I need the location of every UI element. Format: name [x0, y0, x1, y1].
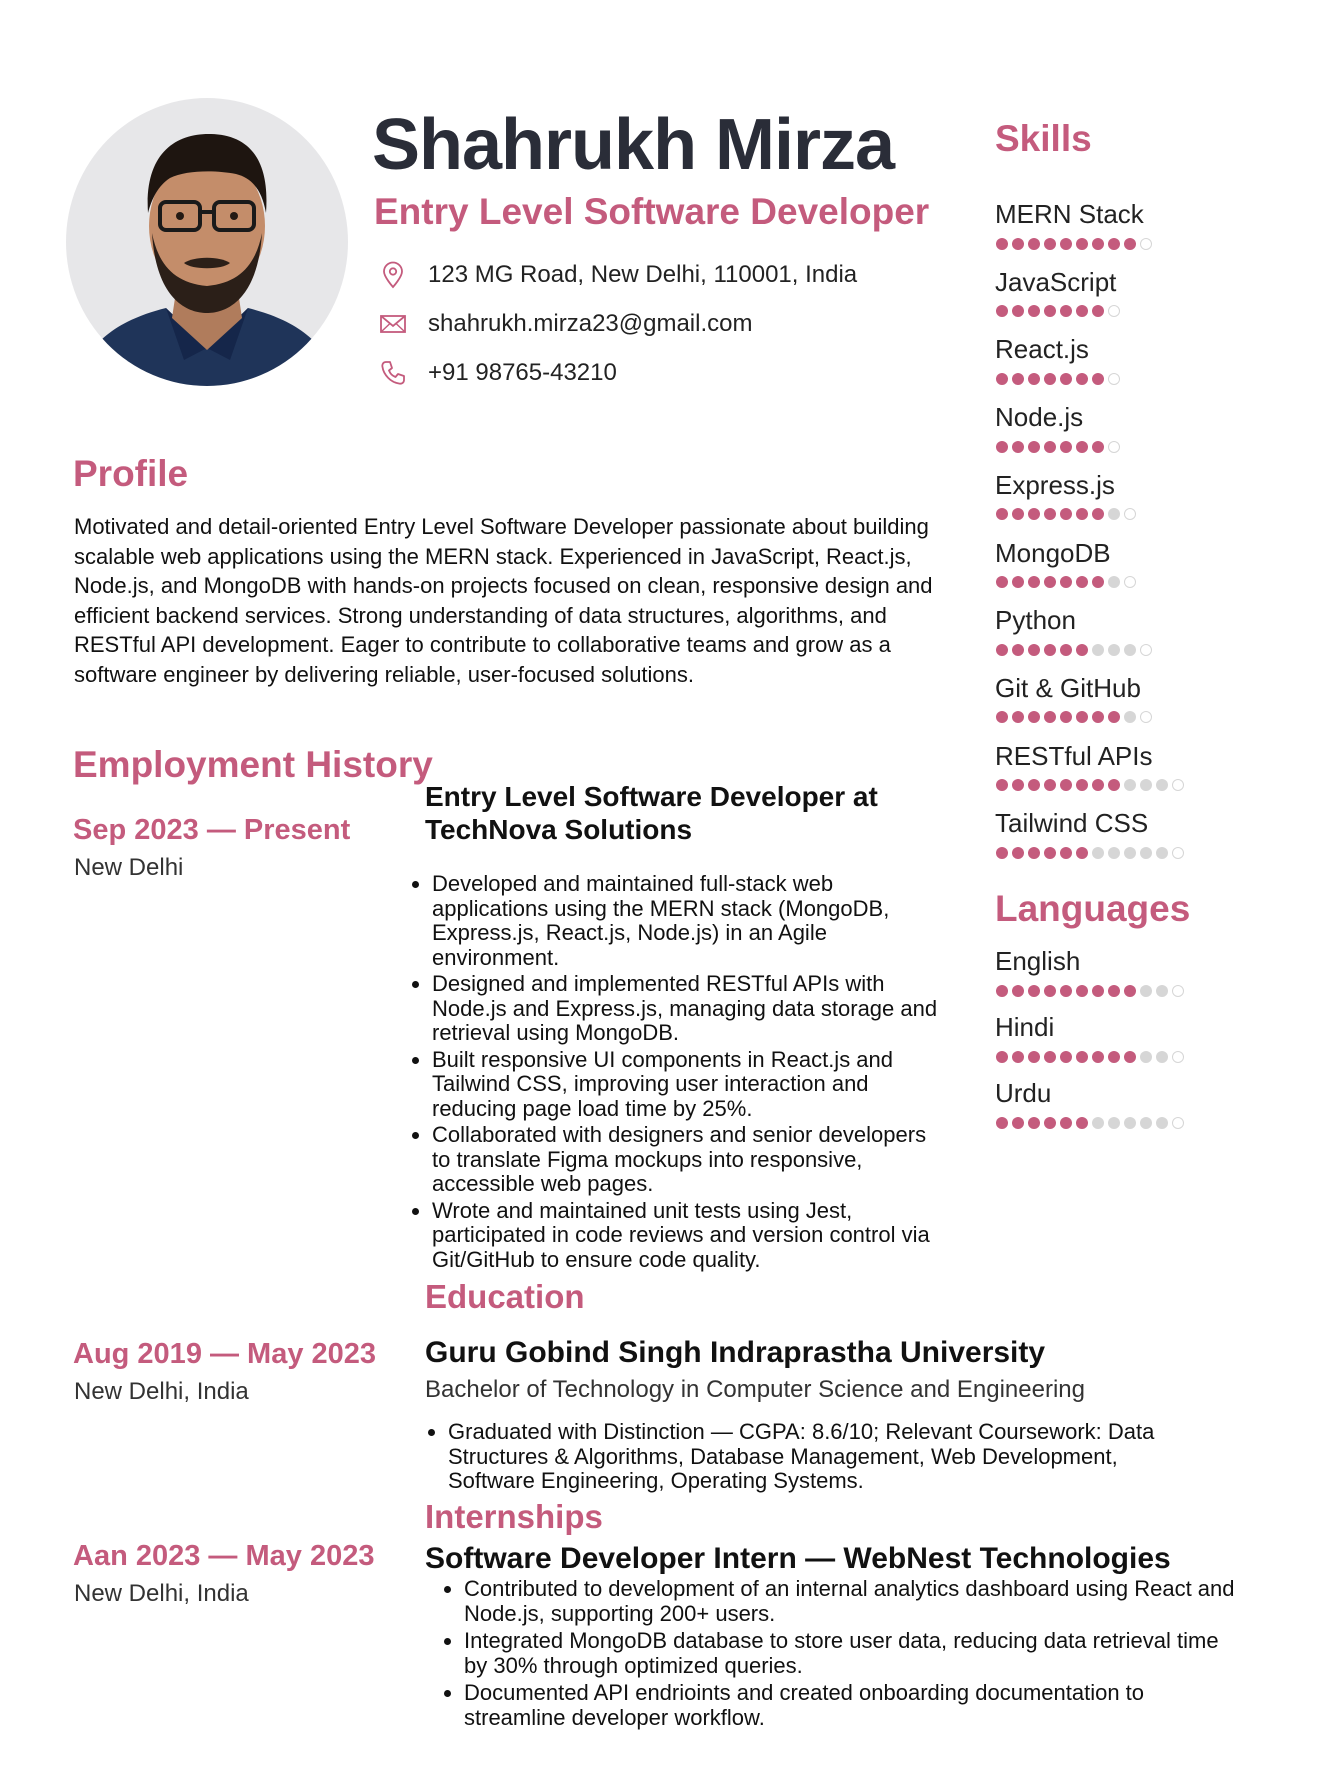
rating-dot — [1012, 985, 1024, 997]
rating-dot — [1172, 985, 1184, 997]
rating-dot — [996, 779, 1008, 791]
list-item: • Contributed to development of an internal analytics dashboard using React and Node.js, supporting 200+ users. — [464, 1576, 1242, 1626]
rating-dot — [1108, 576, 1120, 588]
skill-rating — [996, 372, 1120, 385]
rating-dot — [1060, 1117, 1072, 1129]
rating-dot — [1108, 238, 1120, 250]
rating-dot — [1044, 1051, 1056, 1063]
rating-dot — [1108, 441, 1120, 453]
rating-dot — [1028, 305, 1040, 317]
rating-dot — [1044, 847, 1056, 859]
rating-dot — [1044, 711, 1056, 723]
rating-dot — [1124, 779, 1136, 791]
internship-dates: Aan 2023 — May 2023 — [73, 1540, 375, 1572]
rating-dot — [1124, 644, 1136, 656]
education-location: New Delhi, India — [74, 1378, 249, 1405]
skill-name: MERN Stack — [995, 199, 1144, 229]
rating-dot — [1012, 644, 1024, 656]
rating-dot — [1076, 441, 1088, 453]
rating-dot — [1108, 1051, 1120, 1063]
education-school: Guru Gobind Singh Indraprastha University — [425, 1336, 1046, 1369]
rating-dot — [1060, 985, 1072, 997]
phone-icon — [378, 358, 408, 388]
rating-dot — [1108, 1117, 1120, 1129]
rating-dot — [1108, 644, 1120, 656]
rating-dot — [1172, 1051, 1184, 1063]
skill-name: Tailwind CSS — [995, 808, 1149, 839]
skill-rating — [996, 508, 1136, 521]
contact-address — [378, 255, 857, 295]
rating-dot — [1092, 441, 1104, 453]
rating-dot — [1028, 1051, 1040, 1063]
list-item: • Collaborated with designers and senior developers to translate Figma mockups into responsive, accessible web pages. — [432, 1123, 938, 1197]
rating-dot — [1092, 1051, 1104, 1063]
rating-dot — [1060, 779, 1072, 791]
rating-dot — [996, 644, 1008, 656]
rating-dot — [1108, 373, 1120, 385]
skill-name: RESTful APIs — [995, 740, 1153, 771]
language-name: Hindi — [995, 1012, 1055, 1042]
rating-dot — [1092, 238, 1104, 250]
rating-dot — [1028, 373, 1040, 385]
education-bullets — [426, 1420, 1186, 1496]
rating-dot — [1156, 847, 1168, 859]
rating-dot — [1108, 847, 1120, 859]
rating-dot — [1044, 779, 1056, 791]
rating-dot — [1156, 1117, 1168, 1129]
rating-dot — [1076, 1051, 1088, 1063]
rating-dot — [1156, 779, 1168, 791]
profile-summary: Motivated and detail-oriented Entry Level Software Developer passionate about building scalable web applications using the MERN stack. Experienced in JavaScript, React.js, Node.js, and MongoDB with hands-on projects focused on clean, responsive design and efficient backend services. Strong understanding of data structures, algorithms, and RESTful API development. Eager to contribute to collaborative teams and grow as a software engineer by delivering reliable, user-focused solutions. — [74, 514, 933, 687]
rating-dot — [1108, 711, 1120, 723]
rating-dot — [1108, 779, 1120, 791]
rating-dot — [996, 576, 1008, 588]
rating-dot — [1012, 711, 1024, 723]
rating-dot — [996, 305, 1008, 317]
rating-dot — [1044, 373, 1056, 385]
internship-title: Software Developer Intern — WebNest Technologies — [425, 1542, 1171, 1575]
rating-dot — [1092, 576, 1104, 588]
internships-heading: Internships — [425, 1498, 603, 1535]
profile-photo — [66, 98, 348, 386]
rating-dot — [996, 847, 1008, 859]
rating-dot — [1044, 508, 1056, 520]
rating-dot — [1028, 779, 1040, 791]
rating-dot — [1060, 441, 1072, 453]
rating-dot — [1028, 508, 1040, 520]
rating-dot — [1140, 644, 1152, 656]
list-item: • Designed and implemented RESTful APIs with Node.js and Express.js, managing data storage and retrieval using MongoDB. — [432, 972, 938, 1046]
employment-dates: Sep 2023 — Present — [73, 814, 351, 846]
rating-dot — [1028, 985, 1040, 997]
rating-dot — [1108, 985, 1120, 997]
rating-dot — [1076, 779, 1088, 791]
rating-dot — [1060, 238, 1072, 250]
skill-name: Node.js — [995, 402, 1084, 433]
rating-dot — [1060, 576, 1072, 588]
rating-dot — [1012, 508, 1024, 520]
employment-bullets — [410, 872, 938, 1274]
rating-dot — [1012, 779, 1024, 791]
language-rating — [996, 1050, 1184, 1063]
rating-dot — [1044, 305, 1056, 317]
skills-heading: Skills — [995, 118, 1092, 159]
skill-name: Python — [995, 605, 1076, 636]
rating-dot — [1076, 847, 1088, 859]
rating-dot — [1044, 985, 1056, 997]
employment-heading: Employment History — [73, 744, 433, 785]
education-dates: Aug 2019 — May 2023 — [73, 1338, 377, 1370]
skill-rating — [996, 643, 1152, 656]
rating-dot — [1140, 711, 1152, 723]
rating-dot — [1076, 576, 1088, 588]
contact-email — [378, 304, 752, 344]
rating-dot — [1156, 1051, 1168, 1063]
rating-dot — [1140, 1051, 1152, 1063]
skill-name: Express.js — [995, 469, 1115, 500]
rating-dot — [1140, 1117, 1152, 1129]
list-item: • Documented API endrioints and created onboarding documentation to streamline developer workflow. — [464, 1680, 1242, 1730]
education-heading: Education — [425, 1278, 585, 1315]
rating-dot — [1076, 1117, 1088, 1129]
rating-dot — [1124, 847, 1136, 859]
skill-rating — [996, 237, 1152, 250]
email-text[interactable]: shahrukh.mirza23@gmail.com — [428, 310, 753, 337]
skill-name: React.js — [995, 334, 1089, 365]
rating-dot — [1124, 985, 1136, 997]
rating-dot — [1060, 305, 1072, 317]
rating-dot — [1060, 644, 1072, 656]
list-item: • Developed and maintained full-stack web applications using the MERN stack (MongoDB, Express.js, React.js, Node.js) in an Agile environment. — [432, 872, 938, 970]
candidate-name: Shahrukh Mirza — [372, 105, 895, 185]
list-item: • Graduated with Distinction — CGPA: 8.6/10; Relevant Coursework: Data Structures & Algorithms, Database Management, Web Development, Software Engineering, Operating Systems. — [448, 1420, 1186, 1494]
rating-dot — [996, 238, 1008, 250]
contact-phone — [378, 353, 617, 393]
language-name: Urdu — [995, 1078, 1052, 1108]
employment-location: New Delhi — [74, 854, 184, 881]
rating-dot — [1172, 779, 1184, 791]
rating-dot — [1012, 1051, 1024, 1063]
rating-dot — [1012, 238, 1024, 250]
rating-dot — [1044, 644, 1056, 656]
phone-text: +91 98765-43210 — [428, 359, 617, 386]
rating-dot — [1060, 508, 1072, 520]
rating-dot — [1044, 238, 1056, 250]
skill-name: MongoDB — [995, 537, 1111, 568]
language-rating — [996, 1116, 1184, 1129]
list-item: • Built responsive UI components in React.js and Tailwind CSS, improving user interaction and reducing page load time by 25%. — [432, 1048, 938, 1122]
skill-rating — [996, 440, 1120, 453]
rating-dot — [1124, 238, 1136, 250]
rating-dot — [1028, 441, 1040, 453]
rating-dot — [1124, 1051, 1136, 1063]
rating-dot — [1124, 576, 1136, 588]
rating-dot — [1044, 1117, 1056, 1129]
rating-dot — [1076, 711, 1088, 723]
rating-dot — [1076, 644, 1088, 656]
internship-location: New Delhi, India — [74, 1580, 249, 1607]
language-rating — [996, 984, 1184, 997]
address-text: 123 MG Road, New Delhi, 110001, India — [428, 261, 858, 288]
rating-dot — [1108, 305, 1120, 317]
rating-dot — [1028, 576, 1040, 588]
rating-dot — [1092, 711, 1104, 723]
job-title-header: Entry Level Software Developer — [374, 191, 930, 232]
rating-dot — [1028, 847, 1040, 859]
envelope-icon — [378, 309, 408, 339]
rating-dot — [1124, 711, 1136, 723]
rating-dot — [996, 711, 1008, 723]
profile-heading: Profile — [73, 453, 189, 494]
rating-dot — [996, 441, 1008, 453]
rating-dot — [1012, 305, 1024, 317]
rating-dot — [1076, 508, 1088, 520]
rating-dot — [1172, 1117, 1184, 1129]
education-degree: Bachelor of Technology in Computer Science and Engineering — [425, 1376, 1085, 1403]
rating-dot — [1076, 373, 1088, 385]
rating-dot — [1076, 305, 1088, 317]
skill-rating — [996, 305, 1120, 318]
languages-heading: Languages — [995, 888, 1191, 929]
skill-name: JavaScript — [995, 266, 1117, 297]
rating-dot — [1092, 779, 1104, 791]
rating-dot — [1156, 985, 1168, 997]
rating-dot — [996, 508, 1008, 520]
rating-dot — [1092, 508, 1104, 520]
rating-dot — [1172, 847, 1184, 859]
rating-dot — [1140, 847, 1152, 859]
rating-dot — [1060, 1051, 1072, 1063]
skill-rating — [996, 846, 1184, 859]
list-item: • Integrated MongoDB database to store user data, reducing data retrieval time by 30% through optimized queries. — [464, 1628, 1242, 1678]
skill-name: Git & GitHub — [995, 672, 1141, 703]
rating-dot — [1060, 373, 1072, 385]
rating-dot — [1044, 441, 1056, 453]
rating-dot — [1028, 644, 1040, 656]
rating-dot — [1140, 985, 1152, 997]
internship-bullets — [442, 1576, 1242, 1732]
rating-dot — [1092, 847, 1104, 859]
rating-dot — [1012, 441, 1024, 453]
rating-dot — [996, 1051, 1008, 1063]
skill-rating — [996, 779, 1184, 792]
rating-dot — [1012, 1117, 1024, 1129]
rating-dot — [1012, 847, 1024, 859]
rating-dot — [1140, 238, 1152, 250]
rating-dot — [1092, 985, 1104, 997]
rating-dot — [1028, 238, 1040, 250]
skill-rating — [996, 576, 1136, 589]
employment-job-title: Entry Level Software Developer at TechNova Solutions — [425, 781, 878, 845]
rating-dot — [1124, 508, 1136, 520]
rating-dot — [1108, 508, 1120, 520]
rating-dot — [1076, 238, 1088, 250]
rating-dot — [1076, 985, 1088, 997]
rating-dot — [1028, 711, 1040, 723]
rating-dot — [1140, 779, 1152, 791]
rating-dot — [996, 373, 1008, 385]
skill-rating — [996, 711, 1152, 724]
rating-dot — [1060, 711, 1072, 723]
rating-dot — [1124, 1117, 1136, 1129]
language-name: English — [995, 946, 1081, 976]
rating-dot — [1092, 644, 1104, 656]
rating-dot — [1092, 305, 1104, 317]
location-pin-icon — [378, 260, 408, 290]
rating-dot — [1012, 373, 1024, 385]
rating-dot — [1044, 576, 1056, 588]
rating-dot — [1092, 373, 1104, 385]
rating-dot — [996, 1117, 1008, 1129]
rating-dot — [1092, 1117, 1104, 1129]
rating-dot — [1028, 1117, 1040, 1129]
list-item: • Wrote and maintained unit tests using Jest, participated in code reviews and version control via Git/GitHub to ensure code quality. — [432, 1199, 938, 1273]
rating-dot — [1012, 576, 1024, 588]
rating-dot — [1060, 847, 1072, 859]
rating-dot — [996, 985, 1008, 997]
